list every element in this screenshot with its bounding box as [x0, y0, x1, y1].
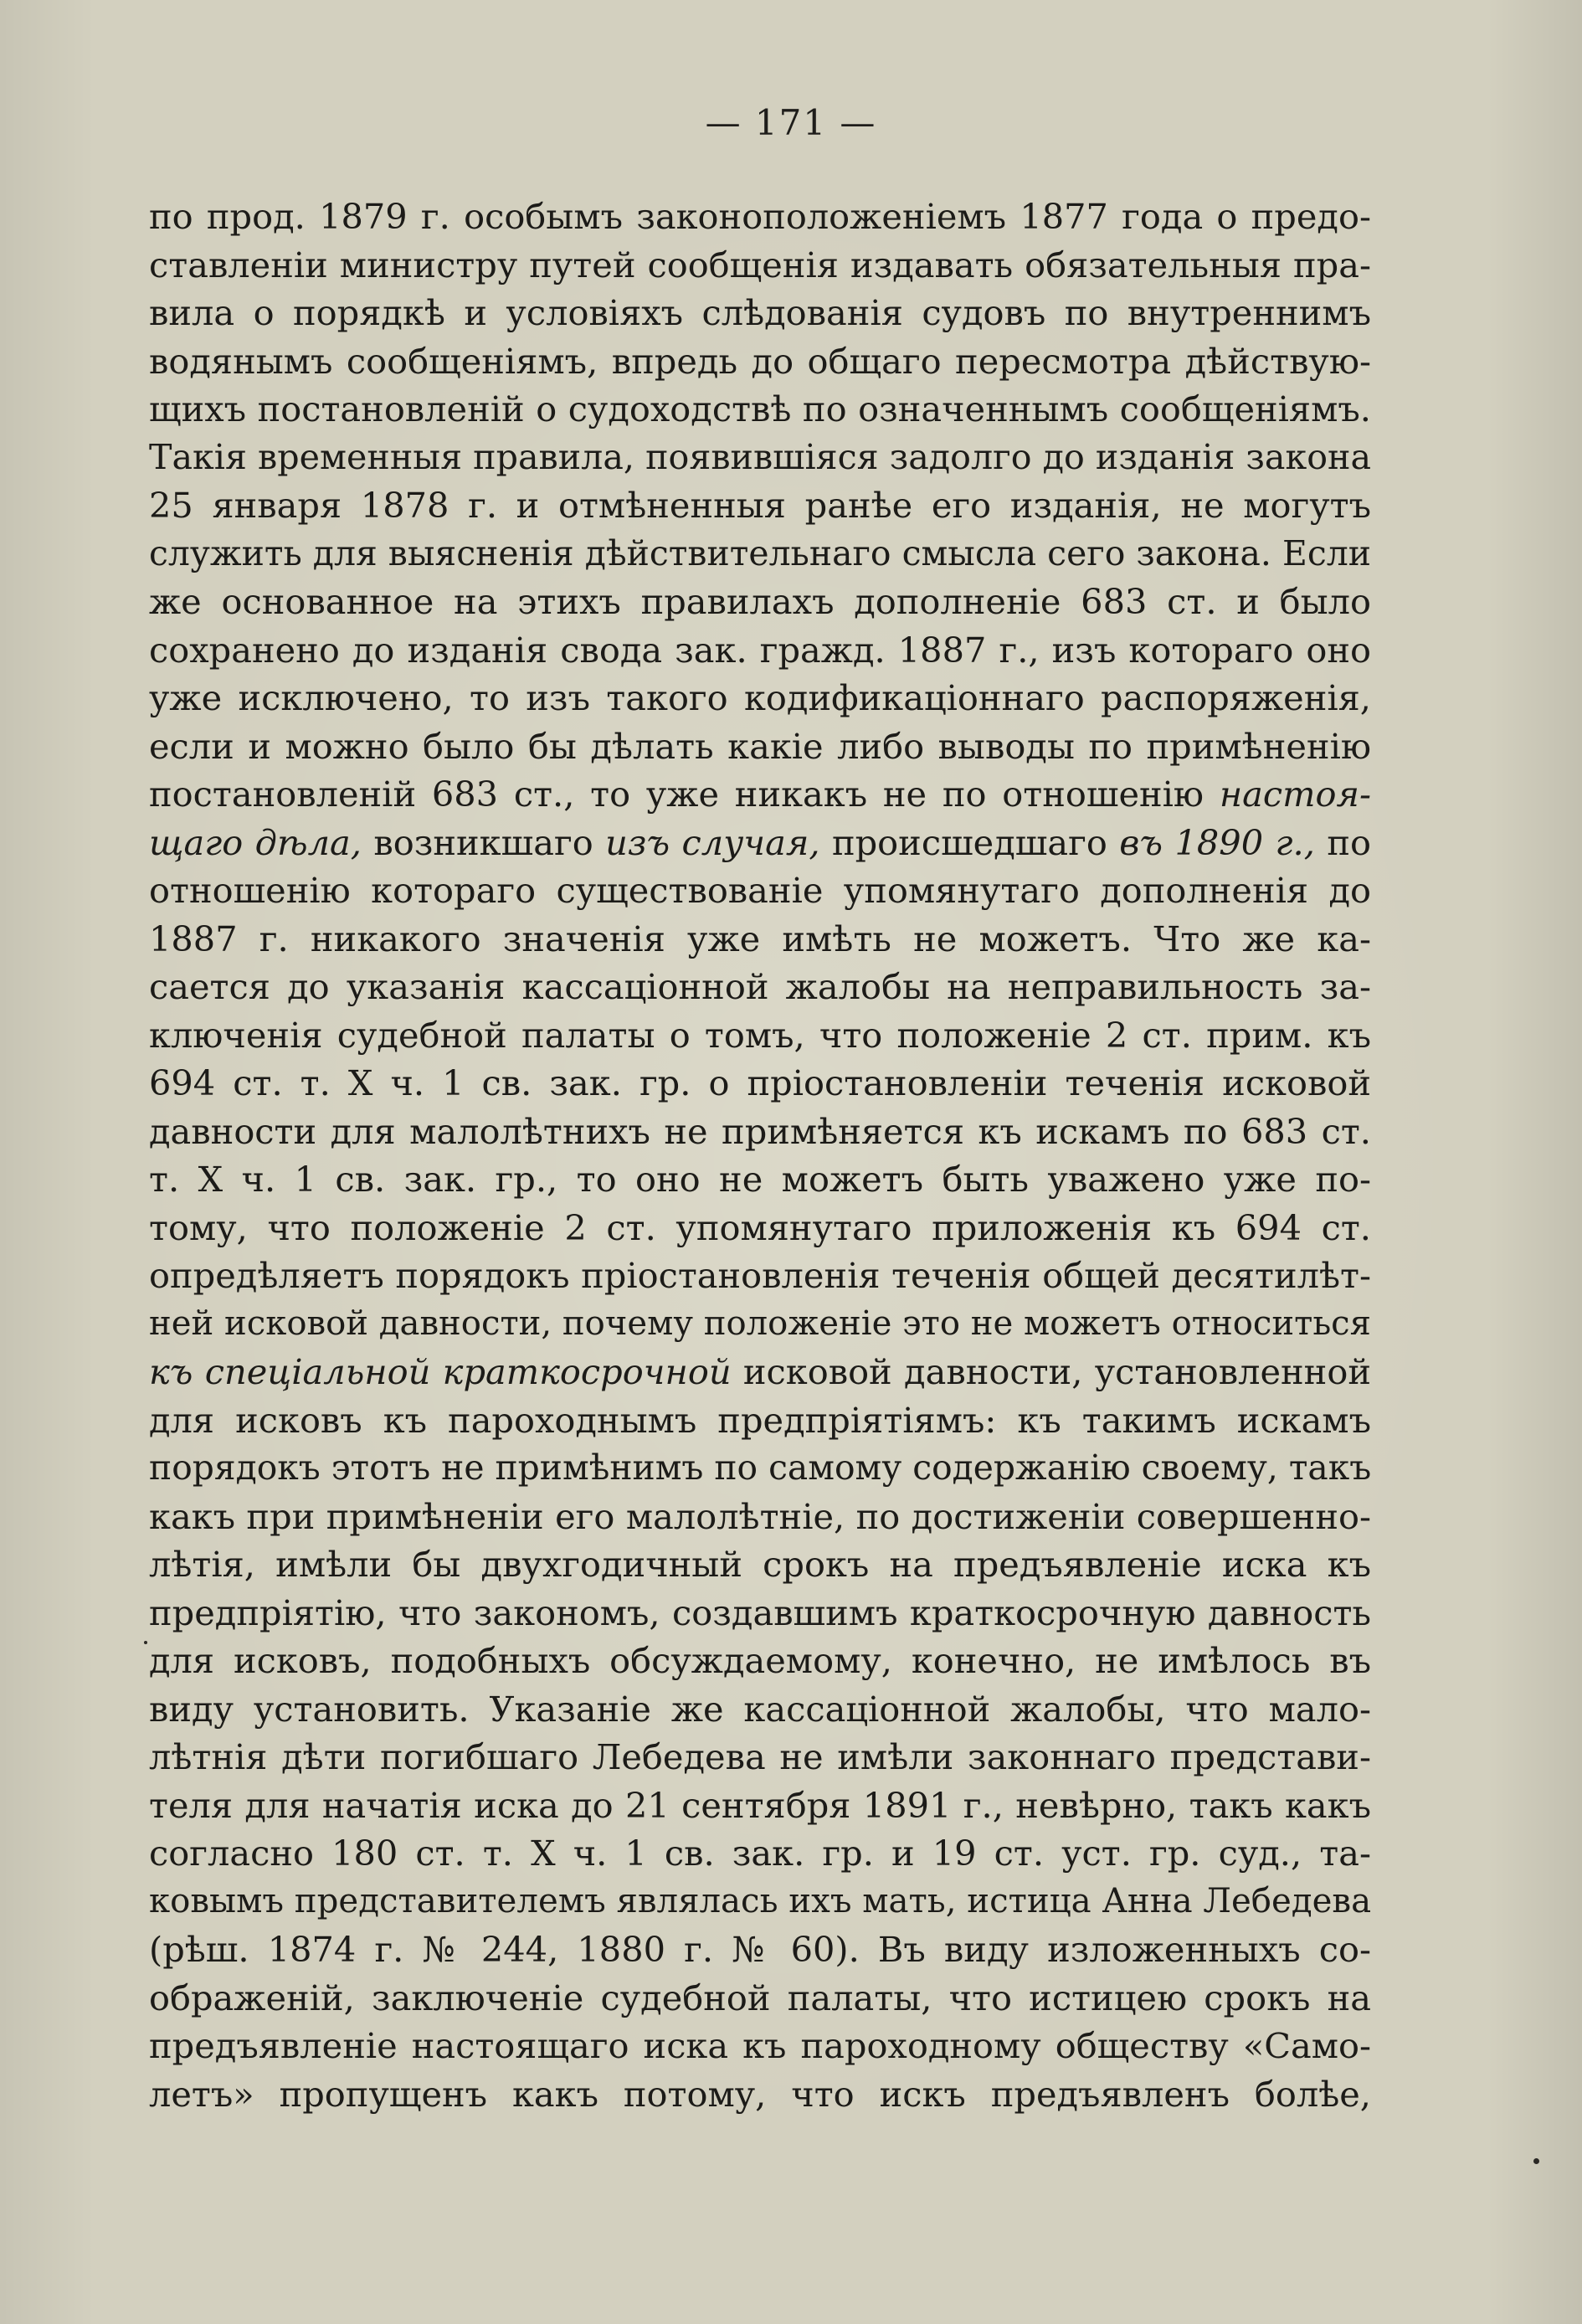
text-run: 694 ст. т. X ч. 1 св. зак. гр. о пріостановленіи теченія исковой [149, 1062, 1371, 1103]
text-run: летъ» пропущенъ какъ потому, что искъ предъявленъ болѣе, [149, 2073, 1371, 2115]
text-run: давности для малолѣтнихъ не примѣняется къ искамъ по 683 ст. [149, 1110, 1371, 1152]
text-run: ображеній, заключеніе судебной палаты, что истицею срокъ на [149, 1977, 1371, 2018]
text-run: виду установить. Указаніе же кассаціонной жалобы, что мало- [149, 1688, 1371, 1730]
text-line [149, 241, 1371, 290]
text-line [149, 193, 1371, 241]
text-run: же основанное на этихъ правилахъ дополненіе 683 ст. и было [149, 581, 1371, 622]
text-line [149, 674, 1371, 722]
text-line [149, 1396, 1371, 1445]
text-run: теля для начатія иска до 21 сентября 1891 г., невѣрно, такъ какъ [149, 1784, 1371, 1826]
text-line [149, 578, 1371, 626]
text-line [149, 2070, 1371, 2119]
text-line [149, 866, 1371, 915]
text-run: по [1314, 821, 1371, 863]
text-run: по прод. 1879 г. особымъ законоположеніемъ 1877 года о предо- [149, 196, 1371, 237]
text-run: служить для выясненія дѣйствительнаго смысла сего закона. Если [149, 532, 1371, 573]
text-run: для исковъ къ пароходнымъ предпріятіямъ: къ такимъ искамъ [149, 1399, 1371, 1441]
text-line [149, 337, 1371, 386]
text-line [149, 1589, 1371, 1638]
text-run: 25 января 1878 г. и отмѣненныя ранѣе его изданія, не могутъ [149, 485, 1371, 526]
text-run: предпріятію, что закономъ, создавшимъ краткосрочную давность [149, 1591, 1371, 1633]
text-line [149, 963, 1371, 1011]
text-run: тому, что положеніе 2 ст. упомянутаго приложенія къ 694 ст. [149, 1206, 1371, 1248]
text-line [149, 1155, 1371, 1204]
text-run: ней исковой давности, почему положеніе это не можетъ относиться [149, 1303, 1371, 1343]
text-run: ковымъ представителемъ являлась ихъ мать, истица Анна Лебедева [149, 1881, 1372, 1920]
text-line [149, 770, 1371, 819]
text-line [149, 481, 1371, 530]
text-run: (рѣш. 1874 г. № 244, 1880 г. № 60). Въ виду изложенныхъ со- [149, 1929, 1371, 1970]
text-line [149, 1108, 1371, 1156]
text-line [149, 915, 1371, 964]
text-run: происшедшаго [819, 821, 1120, 863]
text-line [149, 1300, 1371, 1349]
text-line [149, 2022, 1371, 2070]
text-line [149, 1493, 1371, 1541]
text-run: если и можно было бы дѣлать какіе либо выводы по примѣненію [149, 725, 1371, 767]
text-run: какъ при примѣненіи его малолѣтніе, по достиженіи совершенно- [149, 1495, 1371, 1537]
italic-phrase: изъ случая, [605, 821, 820, 863]
text-run: т. X ч. 1 св. зак. гр., то оно не можетъ быть уважено уже по- [149, 1159, 1371, 1200]
text-line [149, 1782, 1371, 1830]
text-run: возникшаго [361, 821, 606, 863]
italic-phrase: къ спеціальной краткосрочной [149, 1351, 732, 1392]
text-line [149, 722, 1371, 771]
text-line [149, 1444, 1371, 1493]
text-line [149, 1252, 1371, 1300]
text-run: сохранено до изданія свода зак. гражд. 1887 г., изъ котораго оно [149, 629, 1371, 671]
text-run: исковой давности, установленной [731, 1351, 1371, 1392]
text-run: вила о порядкѣ и условіяхъ слѣдованія судовъ по внутреннимъ [149, 292, 1371, 333]
text-line [149, 1011, 1371, 1060]
ink-speck [144, 1641, 147, 1644]
text-line [149, 1540, 1371, 1589]
text-run: опредѣляетъ порядокъ пріостановленія теченія общей десятилѣт- [149, 1255, 1371, 1296]
text-line [149, 530, 1371, 578]
text-run: уже исключено, то изъ такого кодификаціоннаго распоряженія, [149, 677, 1371, 718]
italic-phrase: щаго дѣла, [149, 821, 362, 863]
text-line [149, 1204, 1371, 1252]
text-run: лѣтія, имѣли бы двухгодичный срокъ на предъявленіе иска къ [149, 1544, 1371, 1585]
text-line [149, 1059, 1371, 1108]
text-run: Такія временныя правила, появившіяся задолго до изданія закона [149, 436, 1371, 477]
italic-phrase: въ 1890 г., [1119, 821, 1315, 863]
text-line [149, 289, 1371, 337]
text-line [149, 1878, 1371, 1926]
text-line [149, 1829, 1371, 1878]
text-run: согласно 180 ст. т. X ч. 1 св. зак. гр. и 19 ст. уст. гр. суд., та- [149, 1833, 1371, 1874]
text-line [149, 434, 1371, 482]
text-line [149, 1348, 1371, 1396]
text-run: постановленій 683 ст., то уже никакъ не по отношенію [149, 774, 1220, 815]
text-line [149, 1974, 1371, 2023]
text-run: ключенія судебной палаты о томъ, что положеніе 2 ст. прим. къ [149, 1014, 1371, 1056]
ink-speck [1533, 2158, 1539, 2164]
text-run: щихъ постановленій о судоходствѣ по означеннымъ сообщеніямъ. [149, 388, 1371, 429]
text-run: отношенію котораго существованіе упомянутаго дополненія до [149, 870, 1371, 911]
text-line [149, 1733, 1371, 1782]
text-run: для исковъ, подобныхъ обсуждаемому, конечно, не имѣлось въ [149, 1640, 1371, 1681]
text-line [149, 819, 1371, 867]
text-run: предъявленіе настоящаго иска къ пароходному обществу «Само- [149, 2025, 1371, 2066]
text-run: порядокъ этотъ не примѣнимъ по самому содержанію своему, такъ [149, 1447, 1372, 1488]
italic-phrase: настоя- [1219, 774, 1371, 815]
text-line [149, 1685, 1371, 1734]
text-run: водянымъ сообщеніямъ, впредь до общаго пересмотра дѣйствую- [149, 340, 1371, 382]
text-run: 1887 г. никакого значенія уже имѣть не можетъ. Что же ка- [149, 918, 1371, 959]
text-run: лѣтнія дѣти погибшаго Лебедева не имѣли законнаго представи- [149, 1736, 1371, 1777]
text-line [149, 385, 1371, 434]
body-text [149, 193, 1371, 2118]
page-number: — 171 — [705, 102, 877, 143]
text-run: сается до указанія кассаціонной жалобы на неправильность за- [149, 966, 1371, 1007]
text-line [149, 626, 1371, 675]
text-run: ставленіи министру путей сообщенія издавать обязательныя пра- [149, 244, 1371, 285]
text-line [149, 1637, 1371, 1685]
text-line [149, 1926, 1371, 1974]
